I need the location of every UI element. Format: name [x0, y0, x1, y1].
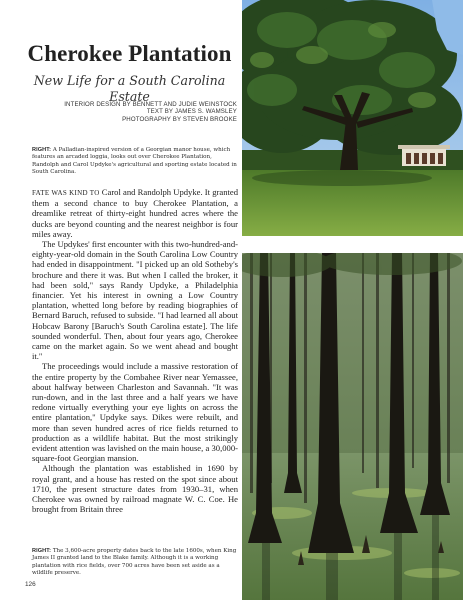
- opening-smallcaps: FATE WAS KIND TO: [32, 189, 100, 197]
- body-paragraph-1: [32, 187, 238, 239]
- article-title: Cherokee Plantation: [27, 41, 232, 66]
- page-number: 126: [25, 581, 36, 588]
- body-paragraph-3: The proceedings would include a massive restoration of the entire property by the Combahee River near Yemassee, about halfway between Charleston and Savannah. "It was run-down, and in the last three and a half years we have redone virtually everything your eye lights on across the entire plantation," Updyke says. Dikes were rebuilt, and more than seven hundred acres of rice fields returned to production as a wildlife habitat. But the most strikingly evident attention was lavished on the main house, a 30,000-square-foot Georgian mansion.: [32, 361, 238, 464]
- caption-bottom: [32, 548, 237, 578]
- photo-manor-oak: [242, 0, 463, 236]
- article-credits: [50, 101, 237, 123]
- body-paragraph-1-text: Carol and Randolph Updyke. It granted them a second chance to buy Cherokee Plantation, a dreamlike retreat of thirty-eight hundred acres where the ducks are beyond counting and the nearest neighbor is four miles away.: [32, 187, 238, 239]
- credit-interior-design: INTERIOR DESIGN BY BENNETT AND JUDIE WEINSTOCK: [64, 101, 237, 108]
- caption-top-text: A Palladian-inspired version of a Georgian manor house, which features an arcaded loggia, looks out over Cherokee Plantation, Randolph and Carol Updyke's agricultural and sporting estate located in South Carolina.: [32, 147, 237, 176]
- caption-bottom-lead: RIGHT:: [32, 548, 52, 554]
- body-paragraph-2: The Updykes' first encounter with this two-hundred-and-eighty-year-old domain in the South Carolina Low Country had ended in disappointment. "I picked up an old Sotheby's brochure and there it was. But when I called the broker, it had been sold," says Randy Updyke, a Philadelphia financier. Yet his interest in owning a Low Country plantation, whetted long before by reading biographies of Bernard Baruch, refused to subside. "I had learned all about Hobcaw Barony [Baruch's South Carolina estate]. The life sounded wonderful. Then, about four years ago, Cherokee came on the market again. So we went ahead and bought it.": [32, 239, 238, 362]
- photo-cypress-swamp: [242, 253, 463, 600]
- caption-bottom-text: The 3,600-acre property dates back to the late 1600s, when King James II granted land to the Blake family. Although it is a working plantation with rice fields, over 700 acres have been set aside as a wildlife preserve.: [32, 548, 237, 577]
- credit-photography: PHOTOGRAPHY BY STEVEN BROOKE: [122, 115, 237, 123]
- body-paragraph-4: Although the plantation was established in 1690 by royal grant, and a house has rested on the spot since about 1710, the present structure dates from 1930–31, when Cherokee was owned by railroad magnate W. C. Coe. He brought from Britain three: [32, 463, 238, 515]
- photo-cypress-swamp-image: [242, 253, 463, 600]
- article-subtitle: New Life for a South Carolina Estate: [33, 73, 226, 104]
- caption-top: [32, 147, 237, 177]
- photo-manor-oak-image: [242, 0, 463, 236]
- caption-top-lead: RIGHT:: [32, 147, 52, 153]
- credit-text: TEXT BY JAMES S. WAMSLEY: [146, 108, 237, 116]
- article-body: [32, 187, 238, 515]
